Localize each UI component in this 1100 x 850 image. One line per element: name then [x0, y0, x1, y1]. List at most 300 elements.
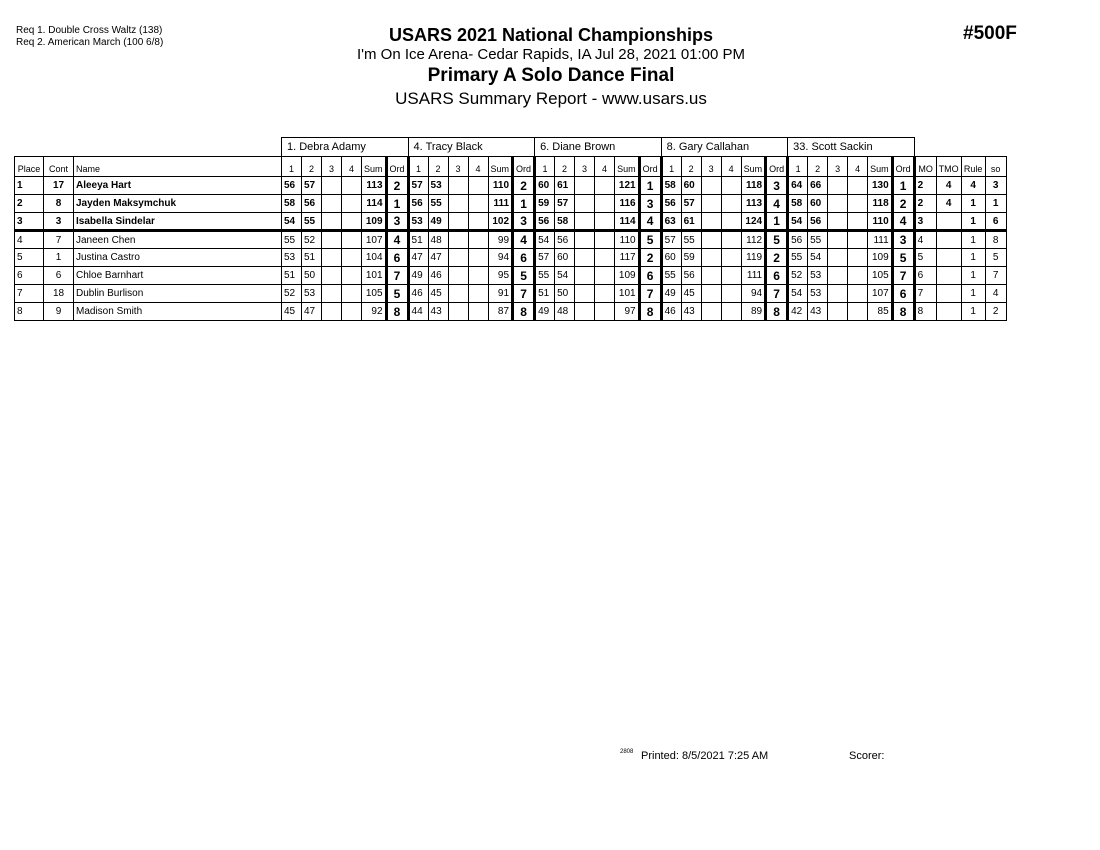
- judge-1-score-4: [342, 285, 362, 303]
- judge-3-score-4: [595, 213, 615, 231]
- judge-5-score-2: 56: [808, 213, 828, 231]
- judge-1-sum: 109: [362, 213, 387, 231]
- judge-5-ordinal: 5: [892, 249, 914, 267]
- so-cell: 2: [985, 303, 1006, 321]
- report-code: 2808: [620, 749, 634, 755]
- judge-4-name: 8. Gary Callahan: [661, 138, 788, 157]
- judge-5-score-2: 55: [808, 231, 828, 249]
- judge-5-sum: 130: [868, 177, 893, 195]
- judge-4-score-2: 43: [681, 303, 701, 321]
- judge-3-sum: 116: [615, 195, 640, 213]
- judge-4-sum: 119: [741, 249, 766, 267]
- col-cont: Cont: [44, 157, 74, 177]
- col-judge-5-j4: 4: [848, 157, 868, 177]
- judge-2-score-2: 47: [428, 249, 448, 267]
- judge-5-sum: 85: [868, 303, 893, 321]
- judge-2-score-4: [468, 231, 488, 249]
- judge-5-score-1: 58: [788, 195, 808, 213]
- judge-1-score-3: [322, 267, 342, 285]
- col-judge-3-sum: Sum: [615, 157, 640, 177]
- event-title: Primary A Solo Dance Final: [427, 65, 675, 86]
- judge-2-score-4: [468, 213, 488, 231]
- judge-5-score-3: [828, 285, 848, 303]
- judge-3-ordinal: 6: [639, 267, 661, 285]
- judge-3-sum: 97: [615, 303, 640, 321]
- judge-4-score-1: 58: [661, 177, 681, 195]
- judge-2-score-4: [468, 249, 488, 267]
- judge-3-score-3: [575, 303, 595, 321]
- judge-2-sum: 111: [488, 195, 513, 213]
- judge-2-sum: 87: [488, 303, 513, 321]
- judge-5-score-4: [848, 249, 868, 267]
- col-judge-2-ord: Ord: [513, 157, 535, 177]
- col-judge-3-j3: 3: [575, 157, 595, 177]
- judges-row: [15, 138, 1007, 157]
- judge-3-score-4: [595, 177, 615, 195]
- cont-cell: 7: [44, 231, 74, 249]
- so-cell: 4: [985, 285, 1006, 303]
- judge-1-sum: 107: [362, 231, 387, 249]
- rule-cell: 1: [961, 213, 985, 231]
- judge-3-ordinal: 1: [639, 177, 661, 195]
- place-cell: 5: [15, 249, 44, 267]
- judge-1-sum: 105: [362, 285, 387, 303]
- rule-cell: 1: [961, 303, 985, 321]
- judge-1-score-1: 55: [282, 231, 302, 249]
- judge-4-score-4: [721, 195, 741, 213]
- judge-3-score-2: 61: [555, 177, 575, 195]
- table-row: [15, 195, 1007, 213]
- judge-2-score-3: [448, 231, 468, 249]
- judge-4-score-3: [701, 267, 721, 285]
- judge-2-sum: 110: [488, 177, 513, 195]
- place-cell: 8: [15, 303, 44, 321]
- judge-4-ordinal: 3: [766, 177, 788, 195]
- judge-2-score-3: [448, 303, 468, 321]
- judge-3-sum: 101: [615, 285, 640, 303]
- judge-4-score-1: 60: [661, 249, 681, 267]
- judge-1-ordinal: 1: [386, 195, 408, 213]
- judge-5-score-2: 43: [808, 303, 828, 321]
- tmo-cell: [936, 285, 961, 303]
- judge-1-ordinal: 6: [386, 249, 408, 267]
- rule-cell: 4: [961, 177, 985, 195]
- judge-5-sum: 105: [868, 267, 893, 285]
- mo-cell: 7: [914, 285, 936, 303]
- judge-5-ordinal: 2: [892, 195, 914, 213]
- judge-2-score-1: 51: [408, 231, 428, 249]
- judge-4-score-2: 61: [681, 213, 701, 231]
- judge-4-score-2: 55: [681, 231, 701, 249]
- judge-4-sum: 118: [741, 177, 766, 195]
- judge-3-score-2: 48: [555, 303, 575, 321]
- judge-4-score-2: 57: [681, 195, 701, 213]
- judge-4-sum: 124: [741, 213, 766, 231]
- judge-2-score-4: [468, 285, 488, 303]
- judge-1-score-3: [322, 231, 342, 249]
- judges-row-spacer-end: [914, 138, 1006, 157]
- judge-5-score-1: 52: [788, 267, 808, 285]
- judge-1-score-4: [342, 177, 362, 195]
- tmo-cell: [936, 213, 961, 231]
- cont-cell: 6: [44, 267, 74, 285]
- judge-1-score-2: 50: [302, 267, 322, 285]
- place-cell: 7: [15, 285, 44, 303]
- judge-1-sum: 92: [362, 303, 387, 321]
- judge-1-ordinal: 3: [386, 213, 408, 231]
- col-judge-3-j4: 4: [595, 157, 615, 177]
- skater-name-cell: Justina Castro: [74, 249, 282, 267]
- col-so: so: [985, 157, 1006, 177]
- rule-cell: 1: [961, 249, 985, 267]
- col-judge-3-j2: 2: [555, 157, 575, 177]
- judge-2-score-3: [448, 213, 468, 231]
- judge-1-ordinal: 2: [386, 177, 408, 195]
- judge-4-score-1: 63: [661, 213, 681, 231]
- event-number: #500F: [963, 23, 1017, 44]
- table-row: [15, 177, 1007, 195]
- table-row: [15, 249, 1007, 267]
- judge-5-score-2: 60: [808, 195, 828, 213]
- so-cell: 3: [985, 177, 1006, 195]
- judge-2-score-4: [468, 303, 488, 321]
- mo-cell: 3: [914, 213, 936, 231]
- judges-row-spacer: [15, 138, 282, 157]
- judge-2-score-1: 53: [408, 213, 428, 231]
- judge-2-score-1: 44: [408, 303, 428, 321]
- place-cell: 2: [15, 195, 44, 213]
- table-row: [15, 267, 1007, 285]
- col-judge-5-j2: 2: [808, 157, 828, 177]
- judge-5-score-3: [828, 177, 848, 195]
- judge-4-score-4: [721, 177, 741, 195]
- judge-4-sum: 113: [741, 195, 766, 213]
- judge-3-score-3: [575, 195, 595, 213]
- judge-2-ordinal: 1: [513, 195, 535, 213]
- venue-date: I'm On Ice Arena- Cedar Rapids, IA Jul 28, 2021 01:00 PM: [356, 46, 746, 63]
- judge-2-ordinal: 7: [513, 285, 535, 303]
- judge-2-score-3: [448, 195, 468, 213]
- judge-5-sum: 109: [868, 249, 893, 267]
- skater-name-cell: Isabella Sindelar: [74, 213, 282, 231]
- judge-3-score-4: [595, 303, 615, 321]
- judge-2-name: 4. Tracy Black: [408, 138, 535, 157]
- requirements: [16, 25, 163, 49]
- cont-cell: 3: [44, 213, 74, 231]
- judge-5-score-3: [828, 231, 848, 249]
- judge-3-score-4: [595, 249, 615, 267]
- judge-5-sum: 107: [868, 285, 893, 303]
- judge-4-score-3: [701, 303, 721, 321]
- judge-4-score-3: [701, 285, 721, 303]
- judge-2-ordinal: 3: [513, 213, 535, 231]
- rule-cell: 1: [961, 267, 985, 285]
- judge-1-sum: 114: [362, 195, 387, 213]
- judge-1-score-4: [342, 303, 362, 321]
- judge-5-score-4: [848, 213, 868, 231]
- judge-4-ordinal: 1: [766, 213, 788, 231]
- judge-3-score-3: [575, 285, 595, 303]
- judge-1-sum: 101: [362, 267, 387, 285]
- judge-3-score-1: 55: [535, 267, 555, 285]
- judge-5-score-1: 54: [788, 285, 808, 303]
- place-cell: 4: [15, 231, 44, 249]
- col-judge-5-ord: Ord: [892, 157, 914, 177]
- table-row: [15, 231, 1007, 249]
- judge-4-score-2: 56: [681, 267, 701, 285]
- judge-1-score-1: 51: [282, 267, 302, 285]
- judge-2-score-3: [448, 177, 468, 195]
- judge-2-ordinal: 8: [513, 303, 535, 321]
- mo-cell: 6: [914, 267, 936, 285]
- col-place: Place: [15, 157, 44, 177]
- column-header-row: [15, 157, 1007, 177]
- results-table: [14, 137, 1007, 321]
- judge-2-score-2: 49: [428, 213, 448, 231]
- place-cell: 1: [15, 177, 44, 195]
- col-mo: MO: [914, 157, 936, 177]
- judge-1-score-4: [342, 249, 362, 267]
- cont-cell: 9: [44, 303, 74, 321]
- col-judge-1-j1: 1: [282, 157, 302, 177]
- col-judge-5-j3: 3: [828, 157, 848, 177]
- judge-3-sum: 117: [615, 249, 640, 267]
- requirement-1: Req 1. Double Cross Waltz (138): [16, 25, 163, 36]
- col-judge-4-ord: Ord: [766, 157, 788, 177]
- so-cell: 6: [985, 213, 1006, 231]
- tmo-cell: [936, 303, 961, 321]
- place-cell: 3: [15, 213, 44, 231]
- col-judge-4-j4: 4: [721, 157, 741, 177]
- col-judge-2-j1: 1: [408, 157, 428, 177]
- judge-2-score-1: 46: [408, 285, 428, 303]
- judge-3-score-3: [575, 231, 595, 249]
- judge-3-ordinal: 7: [639, 285, 661, 303]
- judge-3-sum: 114: [615, 213, 640, 231]
- judge-3-score-1: 54: [535, 231, 555, 249]
- judge-5-score-4: [848, 231, 868, 249]
- judge-1-score-3: [322, 249, 342, 267]
- judge-5-score-4: [848, 177, 868, 195]
- judge-2-score-2: 48: [428, 231, 448, 249]
- judge-1-score-3: [322, 303, 342, 321]
- judge-3-ordinal: 3: [639, 195, 661, 213]
- col-judge-4-j2: 2: [681, 157, 701, 177]
- judge-5-score-4: [848, 285, 868, 303]
- judge-4-score-4: [721, 303, 741, 321]
- judge-2-sum: 91: [488, 285, 513, 303]
- judge-1-score-3: [322, 195, 342, 213]
- judge-4-score-3: [701, 195, 721, 213]
- judge-4-sum: 111: [741, 267, 766, 285]
- cont-cell: 8: [44, 195, 74, 213]
- judge-2-score-2: 46: [428, 267, 448, 285]
- judge-1-score-1: 54: [282, 213, 302, 231]
- col-judge-3-j1: 1: [535, 157, 555, 177]
- judge-1-name: 1. Debra Adamy: [282, 138, 409, 157]
- rule-cell: 1: [961, 195, 985, 213]
- judge-2-score-3: [448, 249, 468, 267]
- judge-4-ordinal: 7: [766, 285, 788, 303]
- judge-4-score-3: [701, 249, 721, 267]
- judge-2-score-1: 57: [408, 177, 428, 195]
- requirement-2: Req 2. American March (100 6/8): [16, 37, 164, 48]
- judge-1-score-1: 56: [282, 177, 302, 195]
- judge-3-score-3: [575, 249, 595, 267]
- judge-3-score-2: 56: [555, 231, 575, 249]
- judge-5-score-1: 56: [788, 231, 808, 249]
- judge-5-score-2: 66: [808, 177, 828, 195]
- cont-cell: 1: [44, 249, 74, 267]
- col-judge-4-j3: 3: [701, 157, 721, 177]
- judge-3-ordinal: 2: [639, 249, 661, 267]
- so-cell: 7: [985, 267, 1006, 285]
- col-judge-1-j3: 3: [322, 157, 342, 177]
- col-tmo: TMO: [936, 157, 961, 177]
- scorer-label: Scorer:: [849, 750, 885, 762]
- mo-cell: 4: [914, 231, 936, 249]
- judge-4-score-1: 55: [661, 267, 681, 285]
- judge-3-ordinal: 8: [639, 303, 661, 321]
- judge-2-score-2: 53: [428, 177, 448, 195]
- judge-3-score-4: [595, 267, 615, 285]
- judge-2-ordinal: 2: [513, 177, 535, 195]
- judge-3-score-2: 57: [555, 195, 575, 213]
- judge-5-score-1: 42: [788, 303, 808, 321]
- judge-2-score-2: 55: [428, 195, 448, 213]
- judge-3-sum: 121: [615, 177, 640, 195]
- judge-4-score-3: [701, 231, 721, 249]
- judge-3-score-1: 57: [535, 249, 555, 267]
- judge-4-sum: 112: [741, 231, 766, 249]
- judge-5-name: 33. Scott Sackin: [788, 138, 915, 157]
- tmo-cell: 4: [936, 195, 961, 213]
- col-judge-4-j1: 1: [661, 157, 681, 177]
- judge-2-ordinal: 5: [513, 267, 535, 285]
- judge-4-sum: 89: [741, 303, 766, 321]
- judge-3-score-1: 51: [535, 285, 555, 303]
- report-header: [300, 24, 802, 110]
- skater-name-cell: Aleeya Hart: [74, 177, 282, 195]
- judge-3-score-3: [575, 213, 595, 231]
- judge-3-score-2: 50: [555, 285, 575, 303]
- mo-cell: 8: [914, 303, 936, 321]
- judge-5-ordinal: 4: [892, 213, 914, 231]
- col-judge-1-j2: 2: [302, 157, 322, 177]
- judge-5-score-3: [828, 267, 848, 285]
- judge-2-score-4: [468, 195, 488, 213]
- col-judge-2-sum: Sum: [488, 157, 513, 177]
- judge-1-score-4: [342, 267, 362, 285]
- judge-5-score-3: [828, 195, 848, 213]
- table-row: [15, 285, 1007, 303]
- judge-3-score-2: 60: [555, 249, 575, 267]
- cont-cell: 18: [44, 285, 74, 303]
- judge-5-score-3: [828, 303, 848, 321]
- judge-1-score-3: [322, 177, 342, 195]
- judge-3-score-1: 56: [535, 213, 555, 231]
- judge-1-score-4: [342, 231, 362, 249]
- report-subtitle: USARS Summary Report - www.usars.us: [395, 89, 707, 108]
- judge-3-score-2: 54: [555, 267, 575, 285]
- skater-name-cell: Dublin Burlison: [74, 285, 282, 303]
- judge-5-sum: 118: [868, 195, 893, 213]
- judge-1-sum: 113: [362, 177, 387, 195]
- judge-1-score-4: [342, 195, 362, 213]
- col-judge-1-ord: Ord: [386, 157, 408, 177]
- judge-2-score-4: [468, 177, 488, 195]
- col-judge-1-sum: Sum: [362, 157, 387, 177]
- judge-4-score-4: [721, 285, 741, 303]
- tmo-cell: [936, 267, 961, 285]
- judge-5-score-2: 53: [808, 285, 828, 303]
- judge-5-sum: 110: [868, 213, 893, 231]
- judge-4-score-4: [721, 267, 741, 285]
- col-judge-5-sum: Sum: [868, 157, 893, 177]
- skater-name-cell: Jayden Maksymchuk: [74, 195, 282, 213]
- judge-3-score-3: [575, 267, 595, 285]
- so-cell: 8: [985, 231, 1006, 249]
- judge-3-sum: 110: [615, 231, 640, 249]
- judge-4-score-2: 45: [681, 285, 701, 303]
- judge-3-score-1: 49: [535, 303, 555, 321]
- judge-5-score-3: [828, 249, 848, 267]
- col-judge-2-j4: 4: [468, 157, 488, 177]
- judge-4-sum: 94: [741, 285, 766, 303]
- tmo-cell: 4: [936, 177, 961, 195]
- judge-3-score-1: 60: [535, 177, 555, 195]
- judge-1-score-1: 52: [282, 285, 302, 303]
- so-cell: 1: [985, 195, 1006, 213]
- judge-2-ordinal: 4: [513, 231, 535, 249]
- cont-cell: 17: [44, 177, 74, 195]
- judge-2-score-2: 43: [428, 303, 448, 321]
- judge-5-ordinal: 8: [892, 303, 914, 321]
- judge-4-score-1: 56: [661, 195, 681, 213]
- judge-5-score-4: [848, 195, 868, 213]
- skater-name-cell: Madison Smith: [74, 303, 282, 321]
- judge-1-score-2: 56: [302, 195, 322, 213]
- judge-1-score-1: 58: [282, 195, 302, 213]
- judge-3-score-4: [595, 195, 615, 213]
- judge-1-score-2: 55: [302, 213, 322, 231]
- judge-5-score-1: 64: [788, 177, 808, 195]
- col-judge-5-j1: 1: [788, 157, 808, 177]
- col-judge-3-ord: Ord: [639, 157, 661, 177]
- mo-cell: 2: [914, 177, 936, 195]
- judge-5-ordinal: 1: [892, 177, 914, 195]
- judge-4-score-4: [721, 213, 741, 231]
- col-judge-2-j2: 2: [428, 157, 448, 177]
- judge-3-sum: 109: [615, 267, 640, 285]
- judge-5-sum: 111: [868, 231, 893, 249]
- col-judge-2-j3: 3: [448, 157, 468, 177]
- judge-4-score-3: [701, 213, 721, 231]
- judge-3-ordinal: 5: [639, 231, 661, 249]
- judge-3-score-4: [595, 285, 615, 303]
- judge-5-ordinal: 6: [892, 285, 914, 303]
- judge-4-ordinal: 8: [766, 303, 788, 321]
- judge-1-score-3: [322, 213, 342, 231]
- judge-5-score-3: [828, 213, 848, 231]
- judge-1-score-2: 51: [302, 249, 322, 267]
- skater-name-cell: Janeen Chen: [74, 231, 282, 249]
- judge-4-score-4: [721, 231, 741, 249]
- judge-4-score-2: 60: [681, 177, 701, 195]
- judge-2-score-4: [468, 267, 488, 285]
- table-row: [15, 213, 1007, 231]
- so-cell: 5: [985, 249, 1006, 267]
